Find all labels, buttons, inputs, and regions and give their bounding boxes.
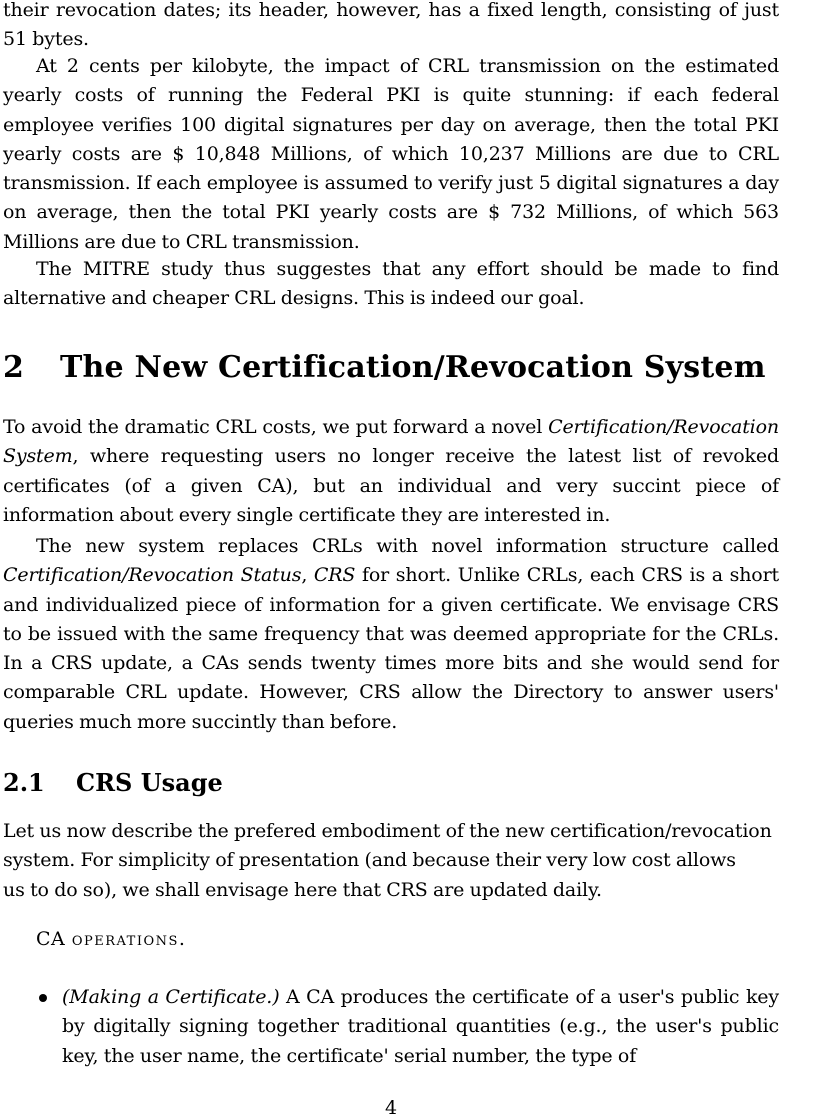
paragraph-text: , where requesting users no longer receive the latest list of revoked certificates (of a given CA), but an individual and very succint piece of information about every single certificate they are interested in. [3, 445, 779, 526]
page-number: 4 [384, 1097, 398, 1119]
subsection-heading [3, 768, 223, 797]
paragraph-text: The new system replaces CRLs with novel information structure called [36, 535, 779, 557]
ca-operations-suffix: . [178, 928, 186, 950]
emphasized-term: Certification/Revocation Status [3, 564, 302, 587]
paragraph-heading-ca-operations [36, 928, 185, 950]
section-number: 2 [3, 350, 25, 385]
bullet-list [3, 983, 779, 1071]
ca-operations-prefix: CA [36, 928, 66, 950]
emphasized-term: (Making a Certificate.) [62, 986, 280, 1008]
section-title: The New Certification/Revocation System [60, 350, 766, 385]
paragraph-crs-definition [3, 532, 779, 737]
paragraph-text: , [301, 564, 314, 587]
paragraph-line: system. For simplicity of presentation (and because their very low cost allows [3, 849, 736, 872]
paragraph-mitre-study: The MITRE study thus suggestes that any effort should be made to find alternative and cheaper CRL designs. This is indeed our goal. [3, 258, 779, 310]
ca-operations-label: operations [71, 928, 179, 950]
paragraph-line: Let us now describe the prefered embodiment of the new certification/revocation [3, 820, 772, 842]
subsection-title: CRS Usage [76, 768, 223, 797]
emphasized-term: CRS [313, 564, 356, 587]
paragraph-text: for short. Unlike CRLs, each CRS is a short and individualized piece of information for a given certificate. We envisage CRS to be issued with the same frequency that was deemed appropriate for the CRLs. In a CRS update, a CAs sends twenty times more bits and she would send for comparable CRL update. However, CRS allow the Directory to answer users' queries much more succintly than before. [3, 564, 779, 733]
list-item-text [62, 983, 779, 1071]
paragraph-text: To avoid the dramatic CRL costs, we put forward a novel [3, 416, 549, 438]
paragraph-crl-costs: At 2 cents per kilobyte, the impact of CRL transmission on the estimated yearly costs of running the Federal PKI is quite stunning: if each federal employee verifies 100 digital signatures per day on average, then the total PKI yearly costs are $ 10,848 Millions, of which 10,237 Millions are due to CRL transmission. If each employee is assumed to verify just 5 digital signatures a day on average, then the total PKI yearly costs are $ 732 Millions, of which 563 Millions are due to CRL transmission. [3, 55, 779, 253]
paragraph-line: us to do so), we shall envisage here that CRS are updated daily. [3, 878, 602, 901]
subsection-number: 2.1 [3, 768, 45, 797]
bullet-icon [39, 994, 47, 1002]
paragraph-text: A CA produces the certificate of a user's public key by digitally signing together traditional quantities (e.g., the user's public key, the user name, the certificate' serial number, the type of [62, 986, 779, 1067]
paragraph-new-system [3, 413, 779, 530]
list-item [3, 983, 779, 1071]
paragraph-continuation: their revocation dates; its header, however, has a fixed length, consisting of just 51 bytes. [3, 0, 779, 51]
section-heading [3, 350, 766, 385]
paragraph-crs-usage [3, 817, 808, 905]
emphasized-term: Certification/Revocation System [3, 416, 779, 468]
